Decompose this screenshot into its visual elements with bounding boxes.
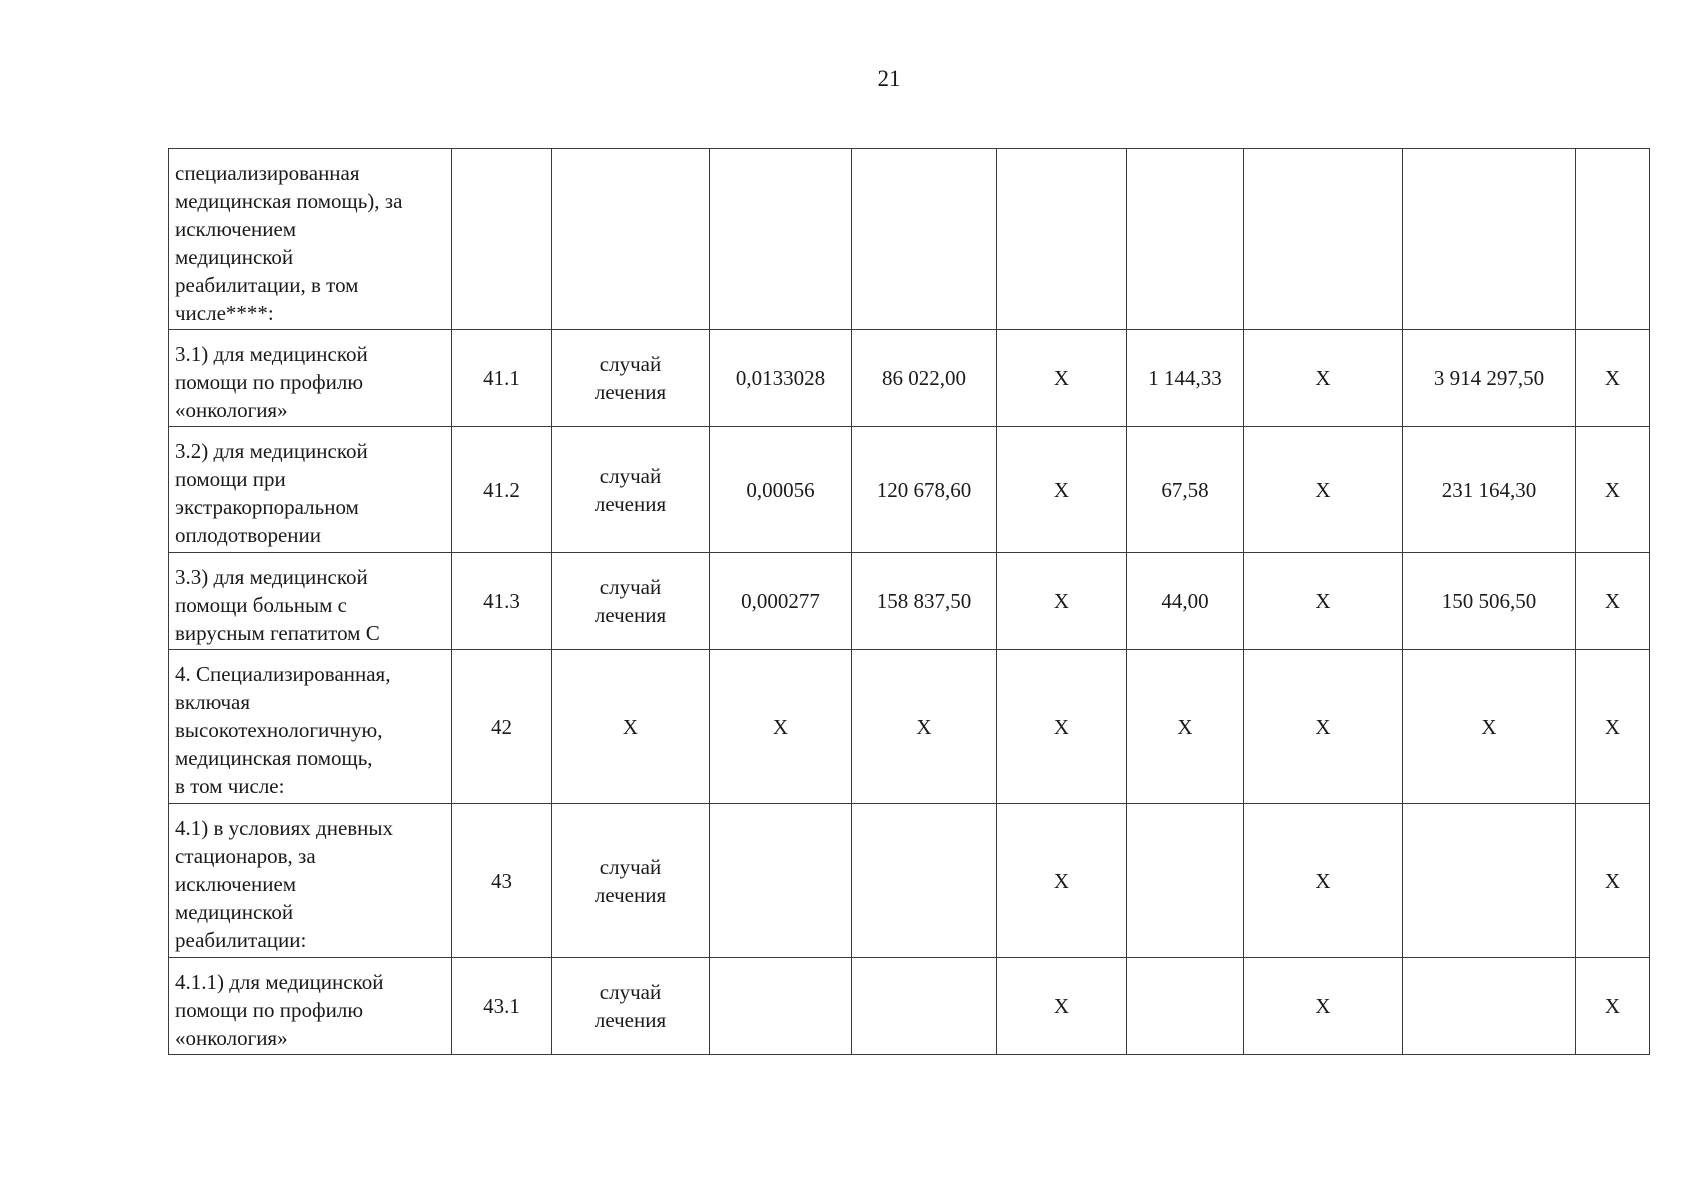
- table-cell: X: [1576, 330, 1650, 427]
- row-label-line: медицинской: [175, 245, 294, 269]
- table-cell: 41.3: [452, 553, 552, 650]
- row-label-line: 3.3) для медицинской: [175, 565, 368, 589]
- table-row: [169, 427, 1650, 553]
- table-cell: X: [997, 958, 1127, 1055]
- data-table: [168, 148, 1650, 1055]
- table-cell: [1403, 149, 1576, 330]
- table-row: [169, 330, 1650, 427]
- table-row: [169, 650, 1650, 804]
- table-row: [169, 804, 1650, 958]
- row-label-line: исключением: [175, 872, 297, 896]
- table-cell: [1403, 804, 1576, 958]
- table-row: [169, 553, 1650, 650]
- row-label: [169, 553, 452, 650]
- table-cell: [852, 804, 997, 958]
- row-label-line: в том числе:: [175, 774, 285, 798]
- table-cell: случай лечения: [552, 553, 710, 650]
- table-cell: [452, 149, 552, 330]
- table-cell: X: [997, 330, 1127, 427]
- table-cell: 0,0133028: [710, 330, 852, 427]
- table-cell: 43: [452, 804, 552, 958]
- table-cell: [997, 149, 1127, 330]
- table-cell: 1 144,33: [1127, 330, 1244, 427]
- row-label: [169, 804, 452, 958]
- table-cell: [1244, 149, 1403, 330]
- row-label-line: высокотехнологичную,: [175, 718, 383, 742]
- table-cell: [710, 958, 852, 1055]
- table-cell: 3 914 297,50: [1403, 330, 1576, 427]
- row-label-line: оплодотворении: [175, 523, 322, 547]
- table-cell: 0,000277: [710, 553, 852, 650]
- table-cell: X: [1403, 650, 1576, 804]
- table-cell: 86 022,00: [852, 330, 997, 427]
- table-row: [169, 149, 1650, 330]
- row-label: [169, 330, 452, 427]
- table-cell: [1576, 149, 1650, 330]
- table-cell: случай лечения: [552, 804, 710, 958]
- row-label-line: реабилитации:: [175, 928, 307, 952]
- table-cell: X: [1127, 650, 1244, 804]
- table-cell: X: [1244, 650, 1403, 804]
- table-cell: X: [710, 650, 852, 804]
- table-cell: случай лечения: [552, 958, 710, 1055]
- row-label-line: включая: [175, 690, 251, 714]
- table-cell: [1127, 958, 1244, 1055]
- row-label: [169, 149, 452, 330]
- table-cell: X: [997, 553, 1127, 650]
- row-label-line: помощи по профилю: [175, 998, 364, 1022]
- table-cell: X: [552, 650, 710, 804]
- row-label-line: экстракорпоральном: [175, 495, 359, 519]
- table-cell: X: [997, 427, 1127, 553]
- row-label-line: исключением: [175, 217, 297, 241]
- table-row: [169, 958, 1650, 1055]
- table-cell: X: [852, 650, 997, 804]
- table-cell: 67,58: [1127, 427, 1244, 553]
- row-label-line: «онкология»: [175, 1026, 288, 1050]
- page-number: 21: [877, 66, 901, 91]
- table-cell: X: [1576, 804, 1650, 958]
- table-cell: X: [1576, 553, 1650, 650]
- row-label: [169, 958, 452, 1055]
- table-cell: 120 678,60: [852, 427, 997, 553]
- row-label-line: 3.1) для медицинской: [175, 342, 368, 366]
- table-cell: [1403, 958, 1576, 1055]
- table-cell: X: [1244, 427, 1403, 553]
- table-cell: 150 506,50: [1403, 553, 1576, 650]
- table-cell: X: [997, 650, 1127, 804]
- table-cell: случай лечения: [552, 427, 710, 553]
- table-cell: X: [1576, 427, 1650, 553]
- row-label-line: 4.1.1) для медицинской: [175, 970, 384, 994]
- table-body: [169, 149, 1650, 1055]
- row-label-line: реабилитации, в том: [175, 273, 359, 297]
- table-cell: X: [997, 804, 1127, 958]
- table-cell: X: [1244, 958, 1403, 1055]
- table-cell: X: [1244, 804, 1403, 958]
- row-label-line: помощи по профилю: [175, 370, 364, 394]
- row-label-line: медицинская помощь), за: [175, 189, 403, 213]
- table-cell: 0,00056: [710, 427, 852, 553]
- table-cell: X: [1576, 958, 1650, 1055]
- row-label-line: помощи при: [175, 467, 286, 491]
- table-cell: [1127, 804, 1244, 958]
- row-label-line: вирусным гепатитом С: [175, 621, 380, 645]
- row-label-line: медицинской: [175, 900, 294, 924]
- table-cell: [710, 149, 852, 330]
- table-cell: 231 164,30: [1403, 427, 1576, 553]
- table-cell: 41.2: [452, 427, 552, 553]
- table-cell: [852, 958, 997, 1055]
- table-cell: [710, 804, 852, 958]
- table-cell: 42: [452, 650, 552, 804]
- row-label-line: стационаров, за: [175, 844, 316, 868]
- table-cell: 158 837,50: [852, 553, 997, 650]
- table-cell: X: [1244, 330, 1403, 427]
- row-label: [169, 650, 452, 804]
- row-label-line: специализированная: [175, 161, 360, 185]
- table-cell: 41.1: [452, 330, 552, 427]
- row-label-line: «онкология»: [175, 398, 288, 422]
- row-label-line: 4. Специализированная,: [175, 662, 391, 686]
- table-cell: [1127, 149, 1244, 330]
- table-cell: X: [1244, 553, 1403, 650]
- row-label-line: помощи больным с: [175, 593, 347, 617]
- row-label-line: числе****:: [175, 301, 274, 325]
- table-cell: 43.1: [452, 958, 552, 1055]
- table-cell: [852, 149, 997, 330]
- table-cell: случай лечения: [552, 330, 710, 427]
- table-cell: 44,00: [1127, 553, 1244, 650]
- row-label-line: 3.2) для медицинской: [175, 439, 368, 463]
- table-cell: X: [1576, 650, 1650, 804]
- row-label-line: 4.1) в условиях дневных: [175, 816, 394, 840]
- table-cell: [552, 149, 710, 330]
- row-label-line: медицинская помощь,: [175, 746, 373, 770]
- row-label: [169, 427, 452, 553]
